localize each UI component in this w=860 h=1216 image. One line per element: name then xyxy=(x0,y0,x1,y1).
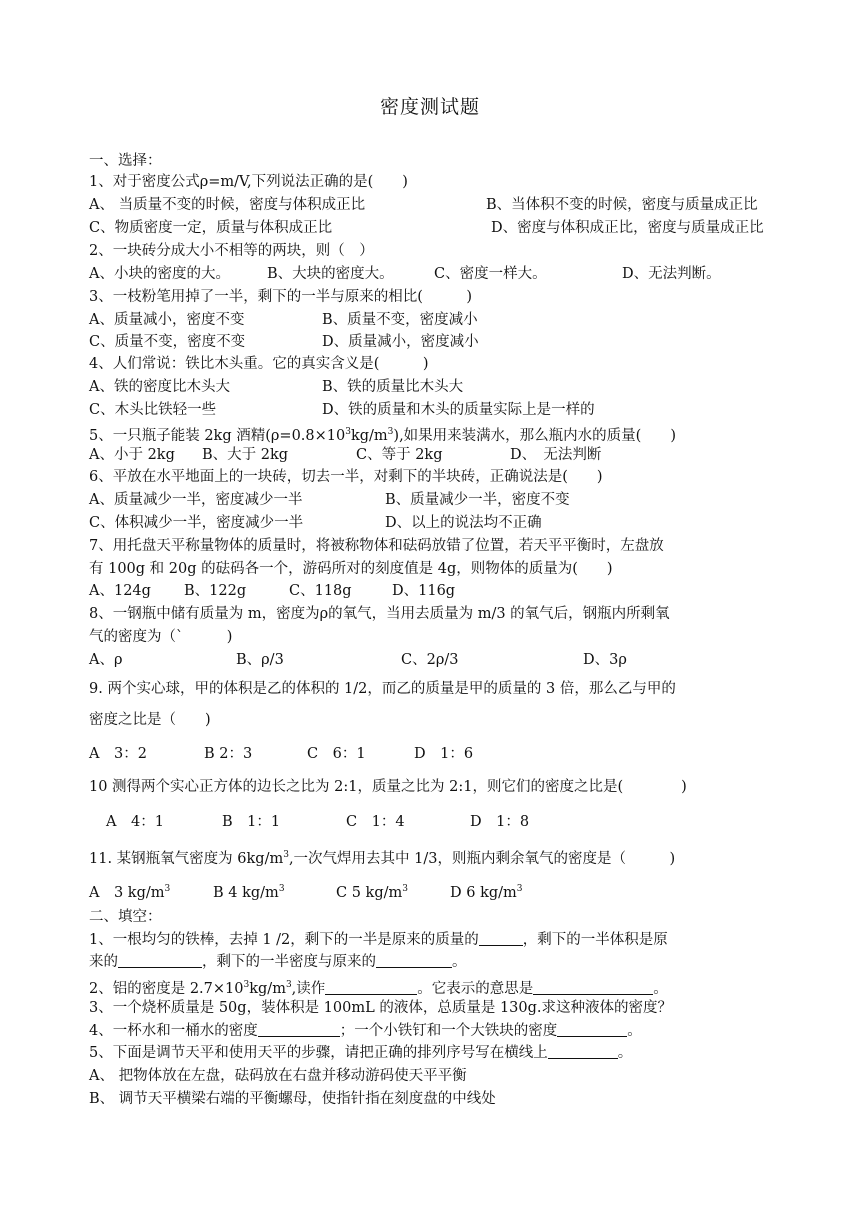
fill-5-stem: 5、下面是调节天平和使用天平的步骤，请把正确的排列序号写在横线上 。 xyxy=(89,1045,633,1061)
fill-blank[interactable] xyxy=(376,953,452,968)
q10-option-b: B 1：1 xyxy=(222,814,281,830)
q7-option-a: A、124g xyxy=(89,583,151,599)
q3-option-d: D、质量减小，密度减小 xyxy=(322,334,479,350)
question-4-stem: 4、人们常说：铁比木头重。它的真实含义是( ) xyxy=(89,356,429,372)
q5-option-a: A、小于 2kg xyxy=(89,447,175,463)
question-8-stem-line2: 气的密度为（` ) xyxy=(89,629,233,645)
fill-1-line1: 1、一根均匀的铁棒，去掉 1 /2，剩下的一半是原来的质量的 ，剩下的一半体积是原 xyxy=(89,932,668,948)
question-6-stem: 6、平放在水平地面上的一块砖，切去一半，对剩下的半块砖，正确说法是( ) xyxy=(89,469,603,485)
fill-4: 4、一杯水和一桶水的密度 ；一个小铁钉和一个大铁块的密度 。 xyxy=(89,1023,642,1039)
q7-option-b: B、122g xyxy=(184,583,247,599)
q4-option-b: B、铁的质量比木头大 xyxy=(322,379,464,395)
page-title: 密度测试题 xyxy=(379,96,480,118)
q10-option-a: A 4：1 xyxy=(106,814,164,830)
q9-option-d: D 1：6 xyxy=(414,746,474,762)
q5-option-b: B、大于 2kg xyxy=(202,447,289,463)
q11-option-d: D 6 $kg/m^3$ xyxy=(450,884,523,901)
q9-option-a: A 3：2 xyxy=(89,746,147,762)
q11-option-b: B 4 $kg/m^3$ xyxy=(213,884,285,901)
question-7-stem-line1: 7、用托盘天平称量物体的质量时，将被称物体和砝码放错了位置，若天平平衡时，左盘放 xyxy=(89,538,664,554)
fill-blank[interactable] xyxy=(533,980,653,995)
question-11-stem: 11. 某钢瓶氧气密度为 $6kg/m^3$,一次气焊用去其中 1/3，则瓶内剩余氧气的密度是（ ) xyxy=(89,850,676,867)
q3-option-c: C、质量不变，密度不变 xyxy=(89,334,246,350)
q10-option-d: D 1：8 xyxy=(470,814,530,830)
question-8-stem-line1: 8、一钢瓶中储有质量为 m，密度为ρ的氧气，当用去质量为 m/3 的氧气后，钢瓶内所剩氧 xyxy=(89,606,670,622)
fill-blank[interactable] xyxy=(325,980,417,995)
q5-option-c: C、等于 2kg xyxy=(356,447,443,463)
q8-option-a: A、ρ xyxy=(89,652,123,668)
question-9-stem-line1: 9. 两个实心球，甲的体积是乙的体积的 1/2，而乙的质量是甲的质量的 3 倍，那么乙与甲的 xyxy=(89,681,676,697)
question-1-stem: 1、对于密度公式ρ=m/V,下列说法正确的是( ) xyxy=(89,174,408,190)
q6-option-c: C、体积减少一半，密度减少一半 xyxy=(89,515,304,531)
q5-option-d: D、 无法判断 xyxy=(510,447,602,463)
q1-option-d: D、密度与体积成正比，密度与质量成正比 xyxy=(491,220,764,236)
question-10-stem: 10 测得两个实心正方体的边长之比为 2:1，质量之比为 2:1，则它们的密度之比是( ) xyxy=(89,779,687,795)
q3-option-a: A、质量减小，密度不变 xyxy=(89,312,245,328)
fill-blank[interactable] xyxy=(118,953,202,968)
q1-option-c: C、物质密度一定，质量与体积成正比 xyxy=(89,220,333,236)
section-heading-fill: 二、填空： xyxy=(89,909,162,925)
q8-option-d: D、3ρ xyxy=(583,652,627,668)
fill-blank[interactable] xyxy=(548,1044,618,1059)
q9-option-c: C 6：1 xyxy=(307,746,366,762)
q7-option-d: D、116g xyxy=(392,583,456,599)
q7-option-c: C、118g xyxy=(289,583,352,599)
q8-option-b: B、ρ/3 xyxy=(236,652,284,668)
fill-blank[interactable] xyxy=(258,1022,340,1037)
q11-option-c: C 5 $kg/m^3$ xyxy=(336,884,408,901)
q10-option-c: C 1：4 xyxy=(346,814,405,830)
fill-2: 2、铝的密度是 $2.7\times 10^3kg/m^3$,读作 。它表示的意思是 。 xyxy=(89,980,668,997)
q1-option-a: A、 当质量不变的时候，密度与体积成正比 xyxy=(89,197,366,213)
question-2-stem: 2、一块砖分成大小不相等的两块，则（ ） xyxy=(89,243,374,259)
fill-blank[interactable] xyxy=(557,1022,627,1037)
fill-1-line2: 来的 ，剩下的一半密度与原来的 。 xyxy=(89,954,467,970)
q6-option-b: B、质量减少一半，密度不变 xyxy=(385,492,570,508)
q2-option-a: A、小块的密度的大。 xyxy=(89,266,230,282)
question-5-stem: 5、一只瓶子能装 2kg 酒精$(\rho=0.8\times 10^3kg/m^3)$,如果用来装满水，那么瓶内水的质量( ) xyxy=(89,427,676,444)
q1-option-b: B、当体积不变的时候，密度与质量成正比 xyxy=(486,197,758,213)
q11-option-a: A 3 $kg/m^3$ xyxy=(89,884,171,901)
fill-3: 3、一个烧杯质量是 50g，装体积是 100mL 的液体，总质量是 130g.求这种液体的密度？ xyxy=(89,1000,673,1016)
q2-option-d: D、无法判断。 xyxy=(622,266,721,282)
section-heading-choice: 一、选择： xyxy=(89,153,162,169)
q9-option-b: B 2：3 xyxy=(204,746,253,762)
q2-option-c: C、密度一样大。 xyxy=(434,266,547,282)
question-7-stem-line2: 有 100g 和 20g 的砝码各一个，游码所对的刻度值是 4g，则物体的质量为( ) xyxy=(89,561,613,577)
q2-option-b: B、大块的密度大。 xyxy=(267,266,394,282)
q4-option-d: D、铁的质量和木头的质量实际上是一样的 xyxy=(322,402,595,418)
q8-option-c: C、2ρ/3 xyxy=(401,652,459,668)
q4-option-c: C、木头比铁轻一些 xyxy=(89,402,217,418)
fill-5-step-b: B、 调节天平横梁右端的平衡螺母，使指针指在刻度盘的中线处 xyxy=(89,1091,496,1107)
q4-option-a: A、铁的密度比木头大 xyxy=(89,379,230,395)
q3-option-b: B、质量不变，密度减小 xyxy=(322,312,478,328)
fill-blank[interactable] xyxy=(479,931,523,946)
question-9-stem-line2: 密度之比是（ ) xyxy=(89,712,211,728)
q6-option-a: A、质量减少一半，密度减少一半 xyxy=(89,492,303,508)
q6-option-d: D、以上的说法均不正确 xyxy=(385,515,542,531)
fill-5-step-a: A、 把物体放在左盘，砝码放在右盘并移动游码使天平平衡 xyxy=(89,1068,467,1084)
question-3-stem: 3、一枝粉笔用掉了一半，剩下的一半与原来的相比( ) xyxy=(89,289,473,305)
